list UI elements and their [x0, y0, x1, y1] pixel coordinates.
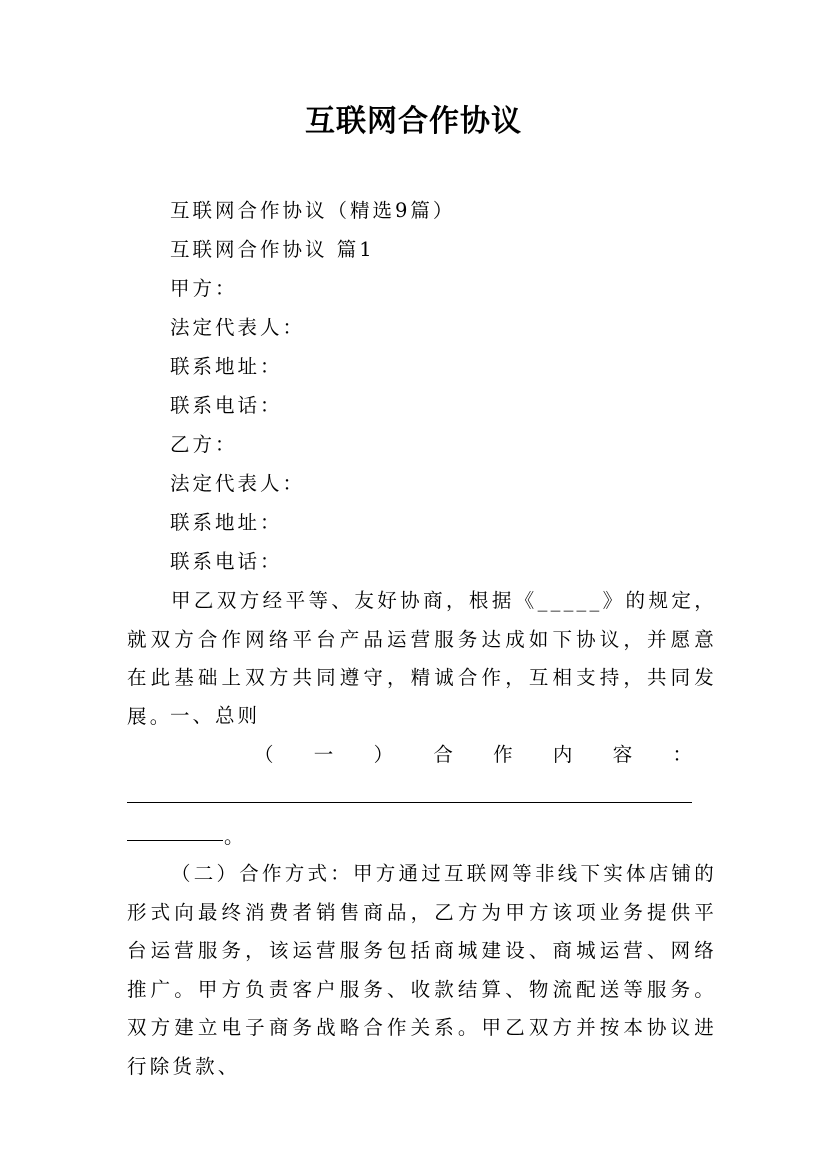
- heading-char: 内: [552, 743, 573, 766]
- heading-char: 容: [612, 743, 633, 766]
- party-b-phone-label: 联系电话：: [170, 550, 283, 573]
- heading-char: （: [254, 743, 274, 766]
- party-b-label: 乙方：: [170, 433, 238, 456]
- document-title: 互联网合作协议: [305, 104, 522, 139]
- party-a-phone-label: 联系电话：: [170, 394, 283, 417]
- fill-in-blank-line-short: [127, 840, 223, 841]
- blank-end-period: 。: [224, 825, 244, 848]
- party-a-label: 甲方：: [170, 277, 238, 300]
- party-b-representative-label: 法定代表人：: [170, 472, 306, 495]
- intro-paragraph-text: 甲乙双方经平等、友好协商，根据《_____》的规定，就双方合作网络平台产品运营服务达成如下协议，并愿意在此基础上双方共同遵守，精诚合作，互相支持，共同发展。: [127, 589, 717, 728]
- heading-char: 一: [313, 743, 334, 766]
- heading-char: 合: [433, 743, 453, 766]
- heading-char: 作: [493, 743, 513, 766]
- heading-char: ）: [373, 743, 394, 766]
- party-a-address-label: 联系地址：: [170, 355, 283, 378]
- party-a-representative-label: 法定代表人：: [170, 316, 306, 339]
- cooperation-method-text: （二）合作方式：甲方通过互联网等非线下实体店铺的形式向最终消费者销售商品，乙方为甲方该项业务提供平台运营服务，该运营服务包括商城建设、商城运营、网络推广。甲方负责客户服务、收款结算、物流配送等服务。双方建立电子商务战略合作关系。甲乙双方并按本协议进行除货款、: [127, 862, 717, 1078]
- doc-line-chapter: 互联网合作协议 篇1: [170, 238, 375, 261]
- doc-line-subtitle: 互联网合作协议（精选9篇）: [170, 199, 456, 222]
- party-b-address-label: 联系地址：: [170, 511, 283, 534]
- heading-char: ：: [672, 743, 692, 766]
- cooperation-content-heading: [254, 740, 692, 770]
- section-general-heading: 一、总则: [170, 704, 261, 727]
- fill-in-blank-line: [127, 802, 692, 803]
- cooperation-method-paragraph: [127, 855, 717, 1086]
